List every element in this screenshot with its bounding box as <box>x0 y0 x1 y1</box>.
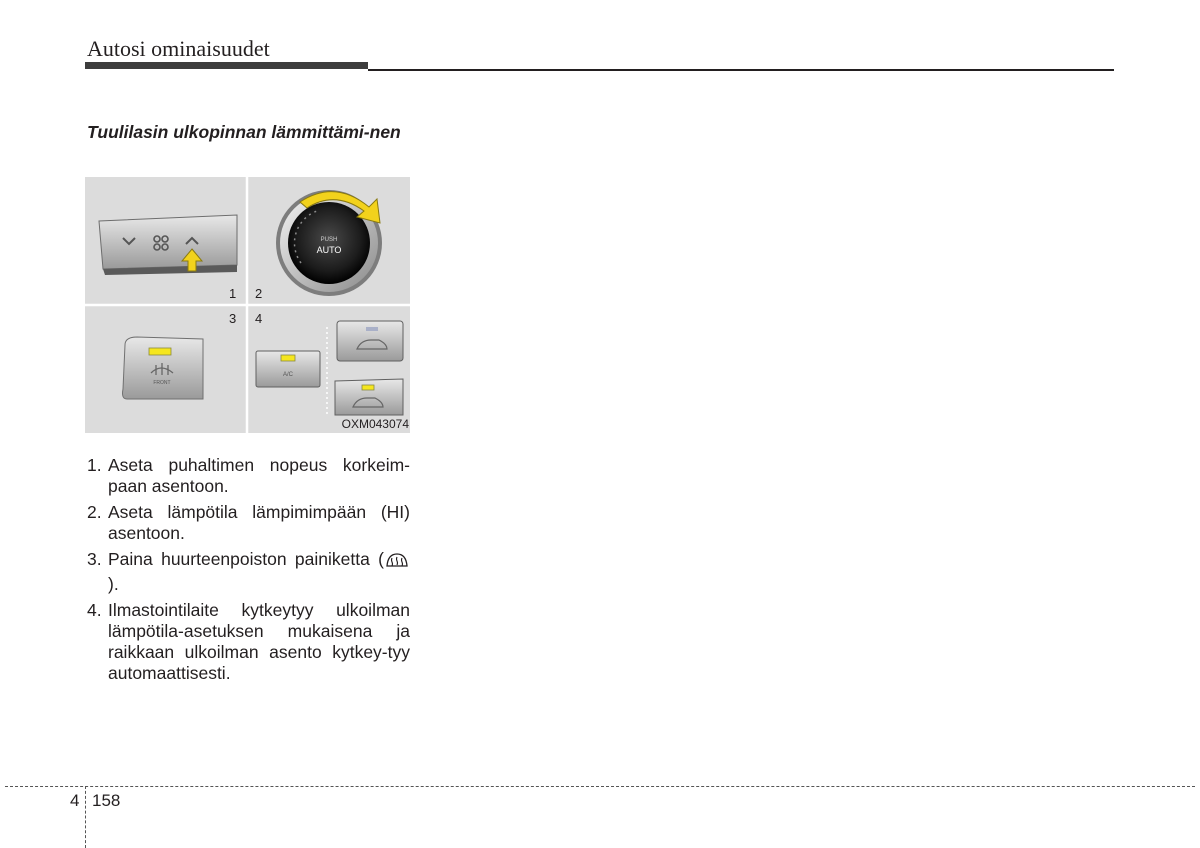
climate-control-figure <box>85 177 410 433</box>
fresh-air-indicator-light <box>362 385 374 390</box>
step-text-before-icon: Paina huurteenpoiston painiketta ( <box>108 549 384 569</box>
list-item <box>87 455 410 497</box>
temperature-knob <box>276 190 382 296</box>
recirculation-button-upper <box>337 321 403 361</box>
step-number: 3. <box>87 549 102 569</box>
page-number: 158 <box>92 791 121 810</box>
panel-number-2: 2 <box>255 286 263 301</box>
step-text: Aseta lämpötila lämpimimpään (HI) asentoon. <box>108 502 410 543</box>
instruction-steps <box>87 455 410 689</box>
step-number: 1. <box>87 455 102 475</box>
knob-auto-label: AUTO <box>316 245 342 255</box>
step-text: Ilmastointilaite kytkeytyy ulkoilman lämpötila-asetuksen mukaisena ja raikkaan ulkoilman asento kytkey-tyy automaattisesti. <box>108 600 410 683</box>
recirculation-button-lower <box>335 379 403 415</box>
section-heading: Tuulilasin ulkopinnan lämmittämi-nen <box>87 122 401 142</box>
step-text-after-icon: ). <box>108 574 119 594</box>
fan-speed-switch <box>99 215 237 275</box>
list-item <box>87 549 410 595</box>
step-number: 2. <box>87 502 102 522</box>
header-rule-thin <box>368 69 1114 71</box>
ac-button <box>256 351 320 387</box>
step-text <box>108 549 410 595</box>
panel-number-3: 3 <box>229 311 237 326</box>
defrost-front-label: FRONT <box>153 380 171 386</box>
front-defrost-button <box>123 337 204 399</box>
page-header-title: Autosi ominaisuudet <box>87 36 270 61</box>
footer-dashed-divider <box>85 786 86 848</box>
header-rule-thick <box>85 62 368 69</box>
list-item <box>87 502 410 544</box>
step-text: Aseta puhaltimen nopeus korkeim-paan asentoon. <box>108 455 410 496</box>
panel-number-4: 4 <box>255 311 263 326</box>
list-item <box>87 600 410 684</box>
ac-label: A/C <box>282 372 294 378</box>
figure-code: OXM043074 <box>341 417 409 431</box>
defrost-indicator-light <box>149 348 171 355</box>
knob-push-label: PUSH <box>320 237 338 243</box>
panel-number-1: 1 <box>229 286 237 301</box>
ac-indicator-light <box>281 355 295 361</box>
step-number: 4. <box>87 600 102 620</box>
footer-dashed-rule <box>5 786 1195 787</box>
front-defrost-icon <box>385 551 409 574</box>
chapter-number: 4 <box>70 791 80 810</box>
